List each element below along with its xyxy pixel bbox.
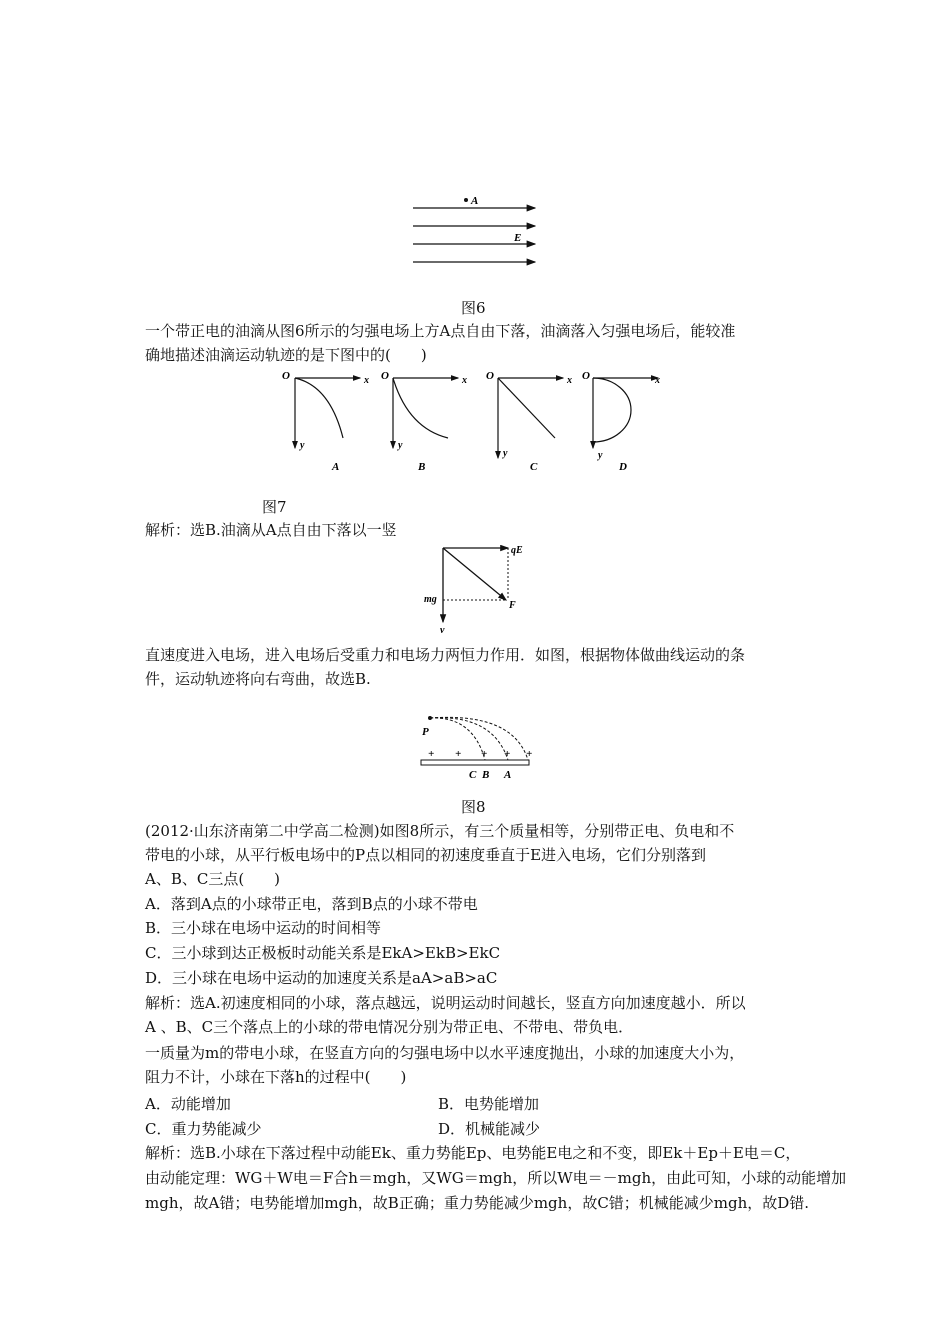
q2-line-3: A、B、C三点( ) xyxy=(145,870,281,888)
point-c-label: C xyxy=(469,769,477,781)
f-label: F xyxy=(509,600,516,611)
point-b-label: B xyxy=(482,769,490,781)
option-d-label: D xyxy=(619,461,627,473)
svg-text:y: y xyxy=(503,448,508,459)
q2-option-b: B．三小球在电场中运动的时间相等 xyxy=(145,919,382,937)
svg-text:x: x xyxy=(364,375,369,386)
q2-answer-1: 解析：选A.初速度相同的小球，落点越远，说明运动时间越长，竖直方向加速度越小．所以 xyxy=(145,994,746,1012)
svg-text:x: x xyxy=(462,375,467,386)
option-d-graph xyxy=(582,370,660,473)
option-a-label: A xyxy=(332,461,340,473)
a1-line-2: 直速度进入电场，进入电场后受重力和电场力两恒力作用．如图，根据物体做曲线运动的条 xyxy=(145,646,746,664)
q2-answer-2: A 、B、C三个落点上的小球的带电情况分别为带正电、不带电、带负电． xyxy=(145,1018,634,1036)
q3-line-1: 一质量为m的带电小球，在竖直方向的匀强电场中以水平速度抛出，小球的加速度大小为， xyxy=(145,1044,745,1062)
figure-7-caption: 图7 xyxy=(262,498,287,516)
svg-text:y: y xyxy=(398,440,403,451)
q3-answer-3: mgh，故A错；电势能增加mgh，故B正确；重力势能减少mgh，故C错；机械能减少mgh，故D错. xyxy=(145,1194,810,1212)
q3-answer-1: 解析：选B.小球在下落过程中动能Ek、重力势能Ep、电势能E电之和不变，即Ek＋Ep＋E电＝C， xyxy=(145,1144,801,1162)
svg-text:O: O xyxy=(486,370,494,382)
figure-6-diagram xyxy=(410,190,550,272)
q3-option-d: D．机械能减少 xyxy=(438,1120,541,1138)
option-c-graph xyxy=(486,370,572,473)
q1-line-2: 确地描述油滴运动轨迹的是下图中的( ) xyxy=(145,346,427,364)
force-diagram xyxy=(420,540,540,636)
point-a-dot xyxy=(464,198,468,202)
svg-text:+: + xyxy=(455,748,462,760)
q3-option-b: B．电势能增加 xyxy=(438,1095,540,1113)
svg-text:+: + xyxy=(428,748,435,760)
q2-line-1: (2012·山东济南第二中学高二检测)如图8所示，有三个质量相等，分别带正电、负电和不 xyxy=(145,822,735,840)
figure-8-caption: 图8 xyxy=(461,798,486,816)
svg-text:O: O xyxy=(282,370,290,382)
field-e-label: E xyxy=(514,232,522,244)
svg-text:O: O xyxy=(381,370,389,382)
option-b-graph xyxy=(381,370,467,473)
option-b-label: B xyxy=(418,461,426,473)
q2-option-a: A．落到A点的小球带正电，落到B点的小球不带电 xyxy=(145,895,478,913)
point-a-label: A xyxy=(471,195,479,207)
q1-line-1: 一个带正电的油滴从图6所示的匀强电场上方A点自由下落，油滴落入匀强电场后，能较准 xyxy=(145,322,736,340)
mg-label: mg xyxy=(424,594,437,605)
svg-text:+: + xyxy=(504,748,511,760)
svg-text:y: y xyxy=(300,440,305,451)
option-a-graph xyxy=(282,370,369,473)
q3-option-a: A．动能增加 xyxy=(145,1095,231,1113)
q3-answer-2: 由动能定理：WG＋W电＝F合h＝mgh，又WG＝mgh，所以W电＝－mgh，由此可知，小球的动能增加 xyxy=(145,1169,847,1187)
point-a-label-fig8: A xyxy=(504,769,512,781)
svg-text:y: y xyxy=(598,450,603,461)
capacitor-plate xyxy=(421,760,529,765)
svg-text:x: x xyxy=(567,375,572,386)
q2-option-c: C．三小球到达正极板时动能关系是EkA>EkB>EkC xyxy=(145,944,501,962)
svg-text:+: + xyxy=(526,748,533,760)
option-c-label: C xyxy=(530,461,538,473)
q3-line-2: 阻力不计，小球在下落h的过程中( ) xyxy=(145,1068,407,1086)
q2-line-2: 带电的小球，从平行板电场中的P点以相同的初速度垂直于E进入电场，它们分别落到 xyxy=(145,846,707,864)
qe-label: qE xyxy=(511,545,523,556)
svg-text:+: + xyxy=(481,748,488,760)
figure-7-diagram xyxy=(250,366,680,478)
q3-option-c: C．重力势能减少 xyxy=(145,1120,262,1138)
q2-option-d: D．三小球在电场中运动的加速度关系是aA>aB>aC xyxy=(145,969,498,987)
svg-text:x: x xyxy=(655,375,660,386)
figure-6-caption: 图6 xyxy=(461,299,486,317)
v-label: v xyxy=(440,625,445,636)
svg-text:O: O xyxy=(582,370,590,382)
point-p-label: P xyxy=(422,726,429,738)
a1-line-1: 解析：选B.油滴从A点自由下落以一竖 xyxy=(145,521,397,539)
a1-line-3: 件，运动轨迹将向右弯曲，故选B. xyxy=(145,670,371,688)
figure-8-diagram xyxy=(418,712,538,782)
